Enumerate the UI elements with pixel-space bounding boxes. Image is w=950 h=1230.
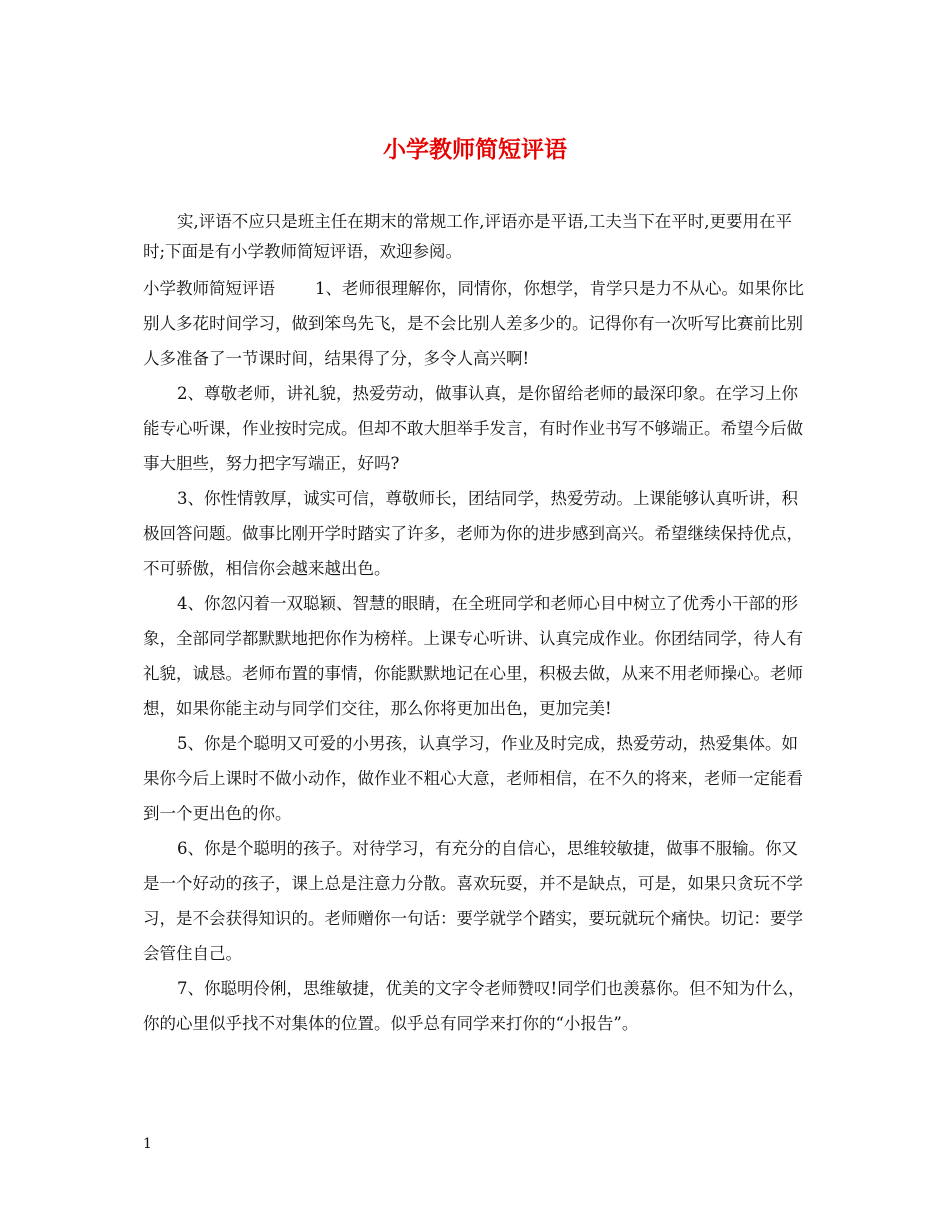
document-body: [143, 207, 811, 1041]
first-paragraph: [143, 271, 811, 376]
page-title: 小学教师简短评语: [383, 136, 567, 163]
page-number: 1: [143, 1136, 152, 1152]
paragraph-4: 4、你忽闪着一双聪颖、智慧的眼睛，在全班同学和老师心目中树立了优秀小干部的形象，全部同学都默默地把你作为榜样。上课专心听讲、认真完成作业。你团结同学，待人有礼貌，诚恳。老师布置的事情，你能默默地记在心里，积极去做，从来不用老师操心。老师想，如果你能主动与同学们交往，那么你将更加出色，更加完美!: [143, 594, 803, 718]
paragraph-1: 1、老师很理解你，同情你，你想学，肯学只是力不从心。如果你比别人多花时间学习，做到笨鸟先飞，是不会比别人差多少的。记得你有一次听写比赛前比别人多准备了一节课时间，结果得了分，多令人高兴啊!: [143, 279, 804, 368]
paragraph-5: 5、你是个聪明又可爱的小男孩，认真学习，作业及时完成，热爱劳动，热爱集体。如果你今后上课时不做小动作，做作业不粗心大意，老师相信，在不久的将来，老师一定能看到一个更出色的你。: [143, 734, 803, 823]
paragraph-6: 6、你是个聪明的孩子。对待学习，有充分的自信心，思维较敏捷，做事不服输。你又是一个好动的孩子，课上总是注意力分散。喜欢玩耍，并不是缺点，可是，如果只贪玩不学习，是不会获得知识的。老师赠你一句话：要学就学个踏实，要玩就玩个痛快。切记：要学会管住自己。: [143, 839, 803, 963]
paragraph-3: 3、你性情敦厚，诚实可信，尊敬师长，团结同学，热爱劳动。上课能够认真听讲，积极回答问题。做事比刚开学时踏实了许多，老师为你的进步感到高兴。希望继续保持优点，不可骄傲，相信你会越来越出色。: [143, 489, 803, 578]
intro-paragraph: 实,评语不应只是班主任在期末的常规工作,评语亦是平语,工夫当下在平时,更要用在平时;下面是有小学教师简短评语，欢迎参阅。: [143, 212, 792, 261]
paragraph-2: 2、尊敬老师，讲礼貌，热爱劳动，做事认真，是你留给老师的最深印象。在学习上你能专心听课，作业按时完成。但却不敢大胆举手发言，有时作业书写不够端正。希望今后做事大胆些，努力把字写端正，好吗?: [143, 384, 803, 473]
first-heading: 小学教师简短评语: [143, 279, 275, 298]
paragraph-7: 7、你聪明伶俐，思维敏捷，优美的文字令老师赞叹!同学们也羡慕你。但不知为什么，你的心里似乎找不对集体的位置。似乎总有同学来打你的“小报告”。: [143, 979, 805, 1033]
